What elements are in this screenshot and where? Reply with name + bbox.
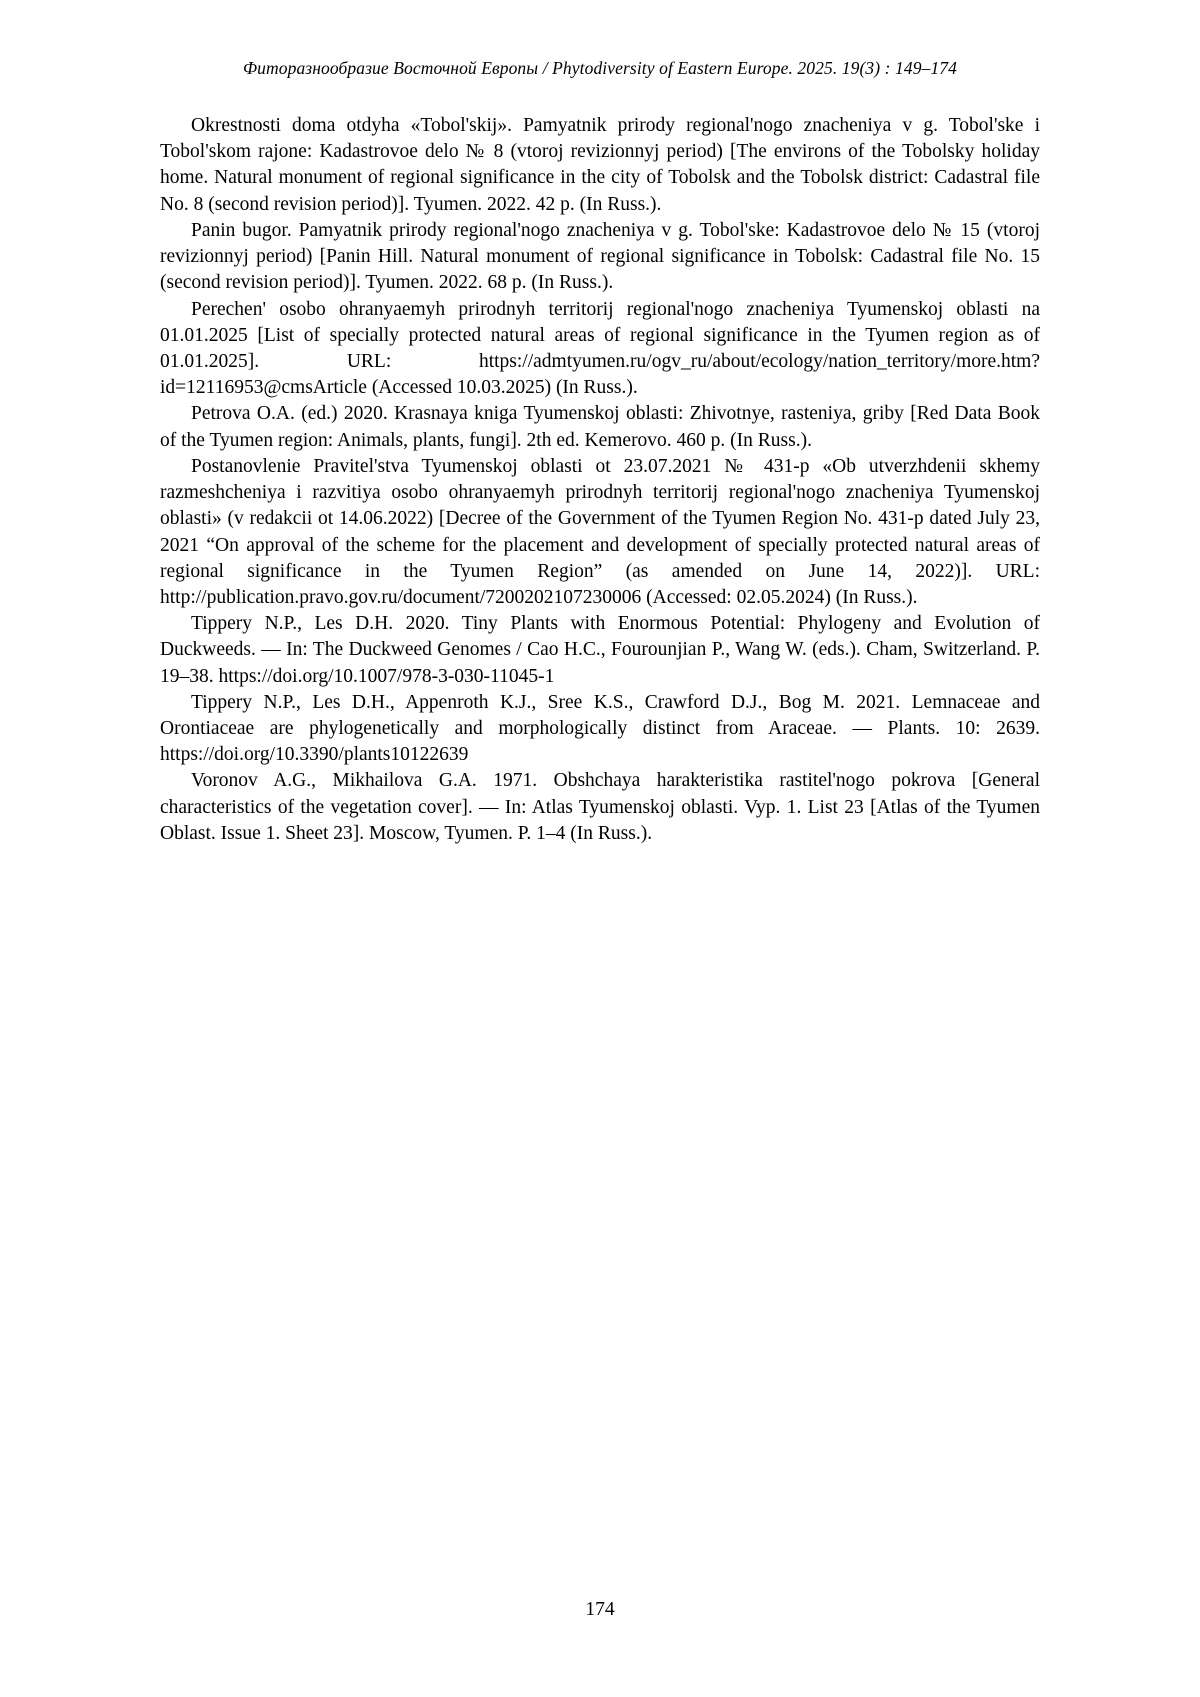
reference-entry: Voronov A.G., Mikhailova G.A. 1971. Obshchaya harakteristika rastitel'nogo pokrova [General characteristics of the vegetation cover]. — In: Atlas Tyumenskoj oblasti. Vyp. 1. List 23 [Atlas of the Tyumen Oblast. Issue 1. Sheet 23]. Moscow, Tyumen. P. 1–4 (In Russ.). <box>160 770 1040 844</box>
running-head: Фиторазнообразие Восточной Европы / Phytodiversity of Eastern Europe. 2025. 19(3) : 149–174 <box>242 58 957 78</box>
reference-entry: Tippery N.P., Les D.H., Appenroth K.J., Sree K.S., Crawford D.J., Bog M. 2021. Lemnaceae and Orontiaceae are phylogenetically and morphologically distinct from Araceae. — Plants. 10: 2639. https://doi.org/10.3390/plants10122639 <box>160 691 1040 766</box>
reference-entry: Perechen' osobo ohranyaemyh prirodnyh territorij regional'nogo znacheniya Tyumenskoj oblasti na 01.01.2025 [List of specially protected natural areas of regional significance in the Tyumen region as of 01.01.2025]. URL: https://admtyumen.ru/ogv_ru/about/ecology/nation_territory/more.htm?id=12116953@cmsArticle (Accessed 10.03.2025) (In Russ.). <box>160 298 1040 399</box>
reference-entry: Panin bugor. Pamyatnik prirody regional'nogo znacheniya v g. Tobol'ske: Kadastrovoe delo № 15 (vtoroj revizionnyj period) [Panin Hill. Natural monument of regional significance in Tobolsk: Cadastral file No. 15 (second revision period)]. Tyumen. 2022. 68 p. (In Russ.). <box>160 219 1040 294</box>
reference-entry: Tippery N.P., Les D.H. 2020. Tiny Plants with Enormous Potential: Phylogeny and Evolution of Duckweeds. — In: The Duckweed Genomes / Cao H.C., Fourounjian P., Wang W. (eds.). Cham, Switzerland. P. 19–38. https://doi.org/10.1007/978-3-030-11045-1 <box>160 613 1040 687</box>
page-number: 174 <box>585 1599 615 1620</box>
references-list <box>160 113 1040 847</box>
reference-entry: Okrestnosti doma otdyha «Tobol'skij». Pamyatnik prirody regional'nogo znacheniya v g. Tobol'ske i Tobol'skom rajone: Kadastrovoe delo № 8 (vtoroj revizionnyj period) [The environs of the Tobolsky holiday home. Natural monument of regional significance in the city of Tobolsk and the Tobolsk district: Cadastral file No. 8 (second revision period)]. Tyumen. 2022. 42 p. (In Russ.). <box>160 115 1040 215</box>
reference-entry: Postanovlenie Pravitel'stva Tyumenskoj oblasti ot 23.07.2021 № 431-p «Ob utverzhdenii skhemy razmeshcheniya i razvitiya osobo ohranyaemyh prirodnyh territorij regional'nogo znacheniya Tyumenskoj oblasti» (v redakcii ot 14.06.2022) [Decree of the Government of the Tyumen Region No. 431-p dated July 23, 2021 “On approval of the scheme for the placement and development of specially protected natural areas of regional significance in the Tyumen Region” (as amended on June 14, 2022)]. URL: http://publication.pravo.gov.ru/document/7200202107230006 (Accessed: 02.05.2024) (In Russ.). <box>160 455 1040 608</box>
reference-entry: Petrova O.A. (ed.) 2020. Krasnaya kniga Tyumenskoj oblasti: Zhivotnye, rasteniya, griby [Red Data Book of the Tyumen region: Animals, plants, fungi]. 2th ed. Kemerovo. 460 p. (In Russ.). <box>160 403 1040 451</box>
